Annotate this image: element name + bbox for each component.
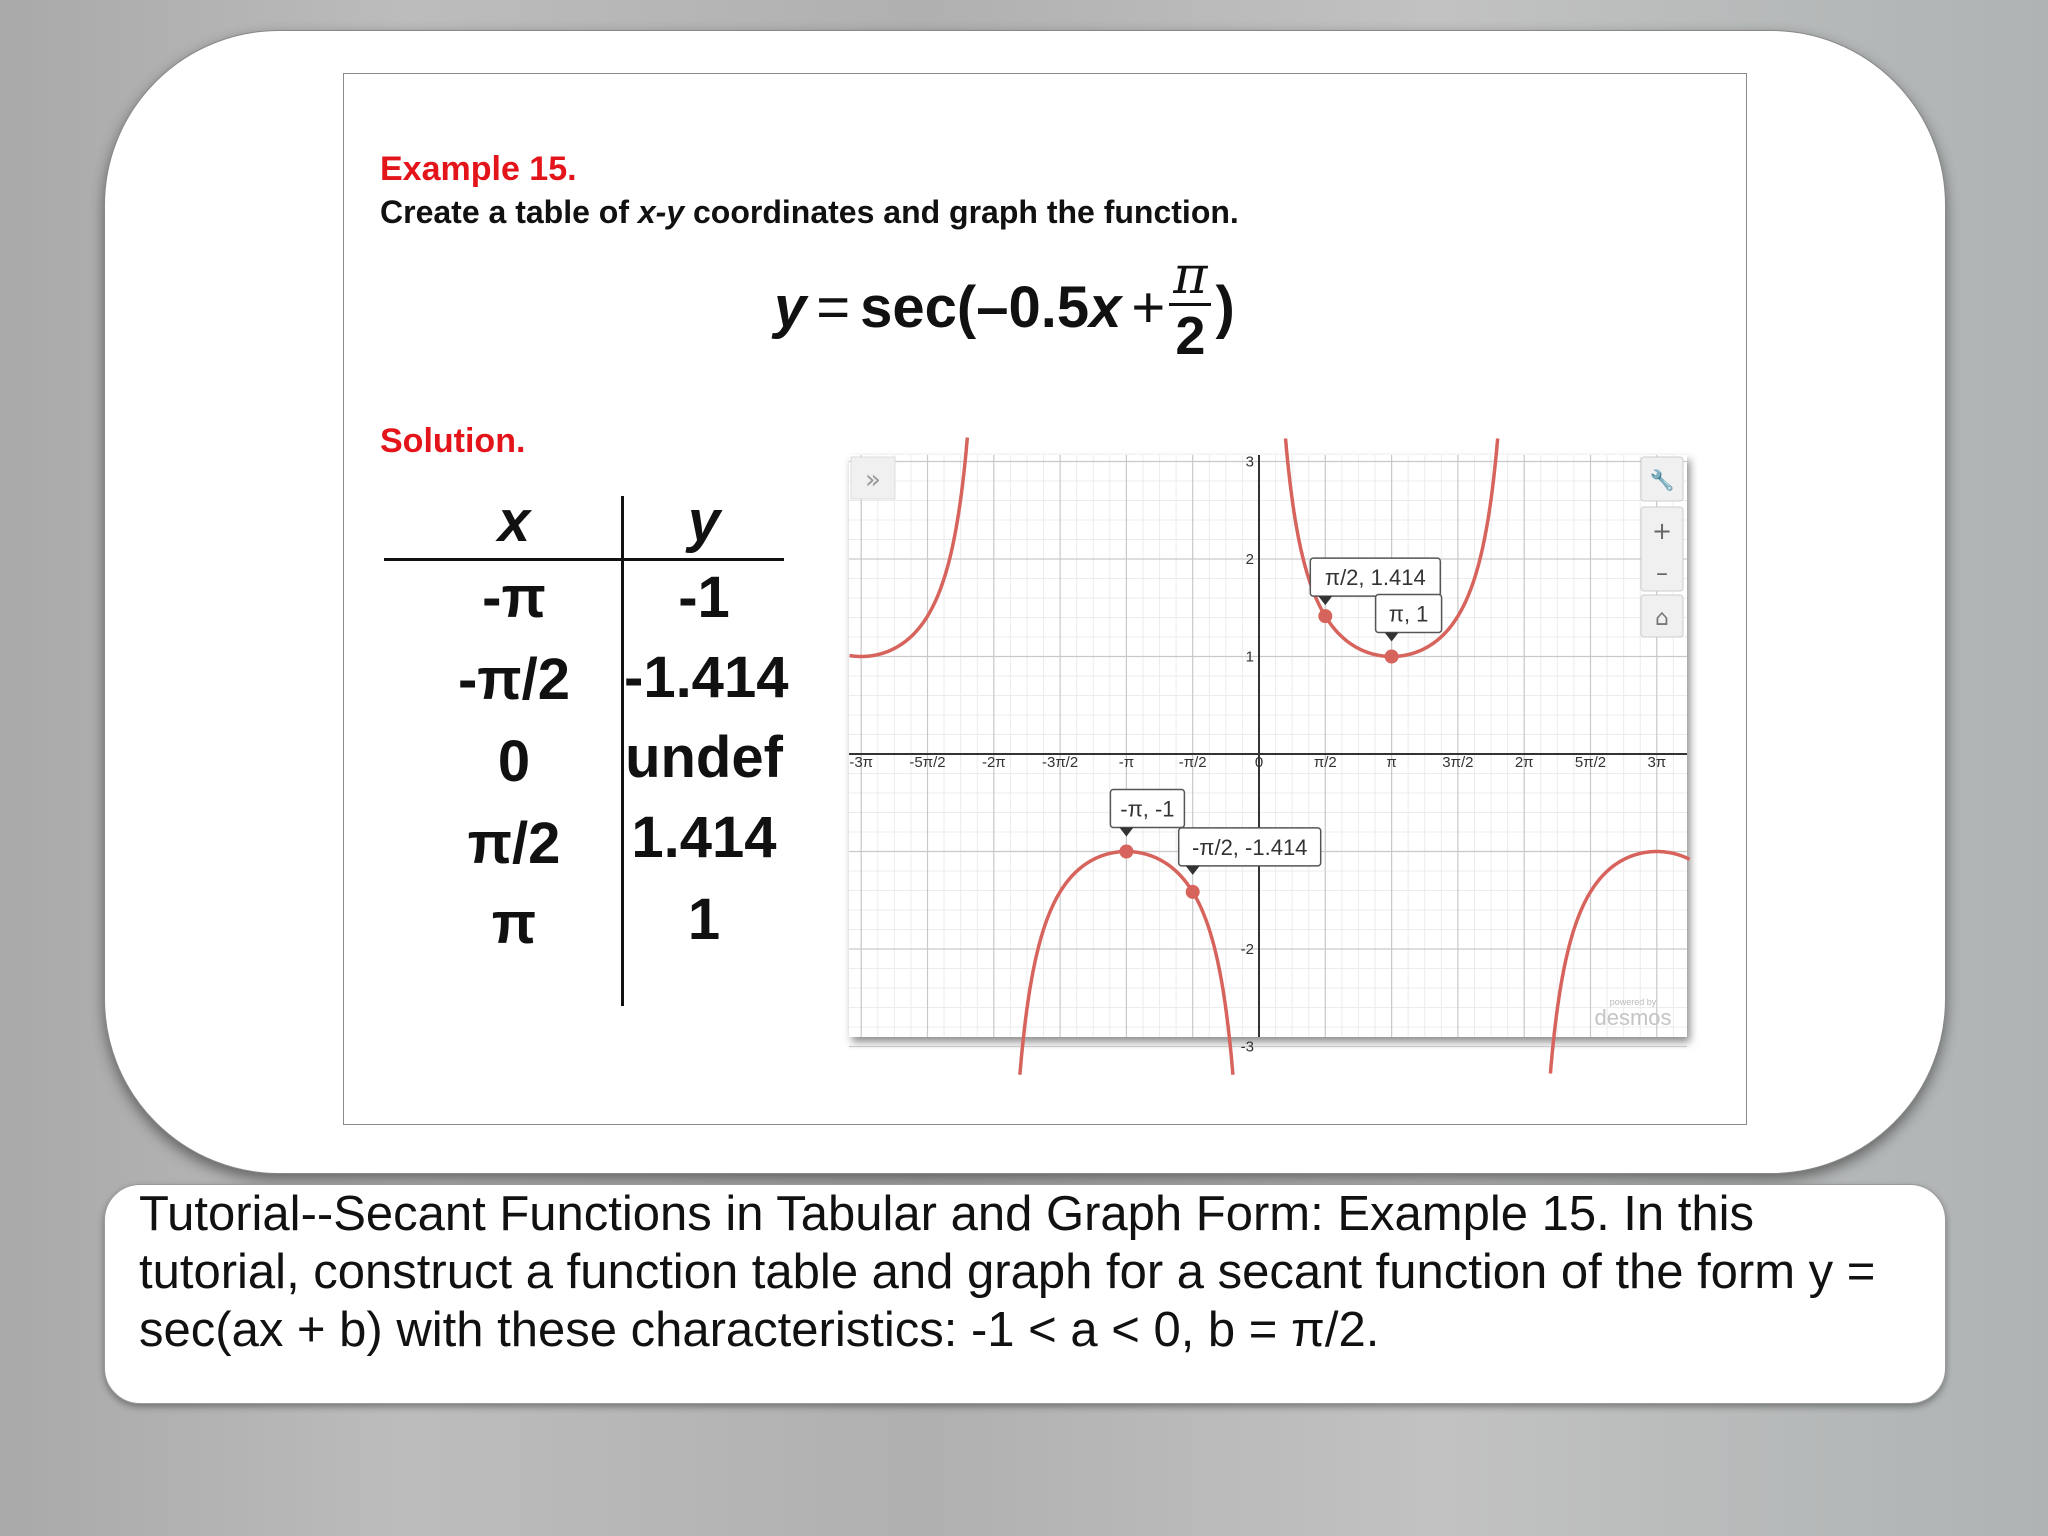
caption-text: Tutorial--Secant Functions in Tabular and Graph Form: Example 15. In this tutorial, construct a function table and graph for a secant function of the form y = sec(ax + b) with these characteristics: -1 < a < 0, b = π/2. [139,1187,1876,1357]
watermark-caption: powered by [1609,997,1657,1007]
x-tick-label: 0 [1254,754,1264,771]
table-header-y: y [687,489,721,554]
table-row-x: π [491,891,537,956]
x-tick-label: -π [1118,754,1135,771]
point-marker[interactable] [1119,845,1133,859]
zoom-in-button[interactable]: + [1651,517,1673,545]
pi-over-two-fraction: $\frac{\pi}{2}$ [1169,249,1211,366]
table-row-y: 1.414 [631,805,777,870]
zoom-out-button[interactable]: – [1656,559,1668,587]
example-title: Example 15. [380,150,577,188]
table-row-x: -π [482,565,546,630]
table-row-y: -1 [678,565,730,630]
x-tick-label: -5π/2 [909,754,946,771]
x-tick-label: -3π/2 [1041,754,1079,771]
x-tick-label: π [1386,754,1397,771]
desmos-graph[interactable] [849,453,1687,1056]
x-tick-label: -3π [849,754,874,771]
point-marker[interactable] [1385,650,1399,664]
table-header-x: x [497,489,531,554]
y-tick-label: -3 [1240,1038,1254,1056]
wrench-icon: 🔧 [1649,468,1675,492]
function-equation: y = sec( –0.5 x + $\frac{\pi}{2}$ ) [774,245,1235,366]
point-label: π, 1 [1388,601,1429,627]
x-tick-label: -2π [981,754,1006,771]
x-tick-label: 5π/2 [1574,754,1607,771]
point-label: π/2, 1.414 [1324,565,1426,591]
instruction-text: Create a table of x-y coordinates and graph the function. [380,194,1239,230]
point-label: -π/2, -1.414 [1191,834,1308,860]
x-tick-label: π/2 [1313,754,1337,771]
x-tick-label: -π/2 [1178,754,1207,771]
x-tick-label: 3π/2 [1442,754,1474,771]
graph-canvas[interactable] [849,453,1687,1056]
table-row-y: 1 [687,887,721,952]
table-row-x: 0 [497,729,531,794]
y-tick-label: -2 [1240,941,1254,958]
solution-title: Solution. [380,422,526,460]
point-label: -π, -1 [1120,796,1175,822]
x-tick-label: 2π [1514,754,1534,771]
point-marker[interactable] [1186,885,1200,899]
table-row-x: π/2 [467,811,561,876]
y-tick-label: 3 [1245,453,1254,471]
table-row-x: -π/2 [457,647,571,712]
table-row-y: undef [625,725,783,790]
graph-background [849,455,1687,1037]
home-icon: ⌂ [1655,606,1669,631]
xy-table [384,489,789,1086]
table-header-rule [384,558,784,561]
x-tick-label: 3π [1647,754,1667,771]
point-marker[interactable] [1318,609,1332,623]
desmos-logo: desmos [1594,1005,1672,1030]
caption-box [104,1184,1946,1404]
y-tick-label: 2 [1245,551,1254,568]
table-row-y: -1.414 [624,645,789,710]
expand-icon: » [865,465,881,495]
y-tick-label: 1 [1245,648,1254,666]
